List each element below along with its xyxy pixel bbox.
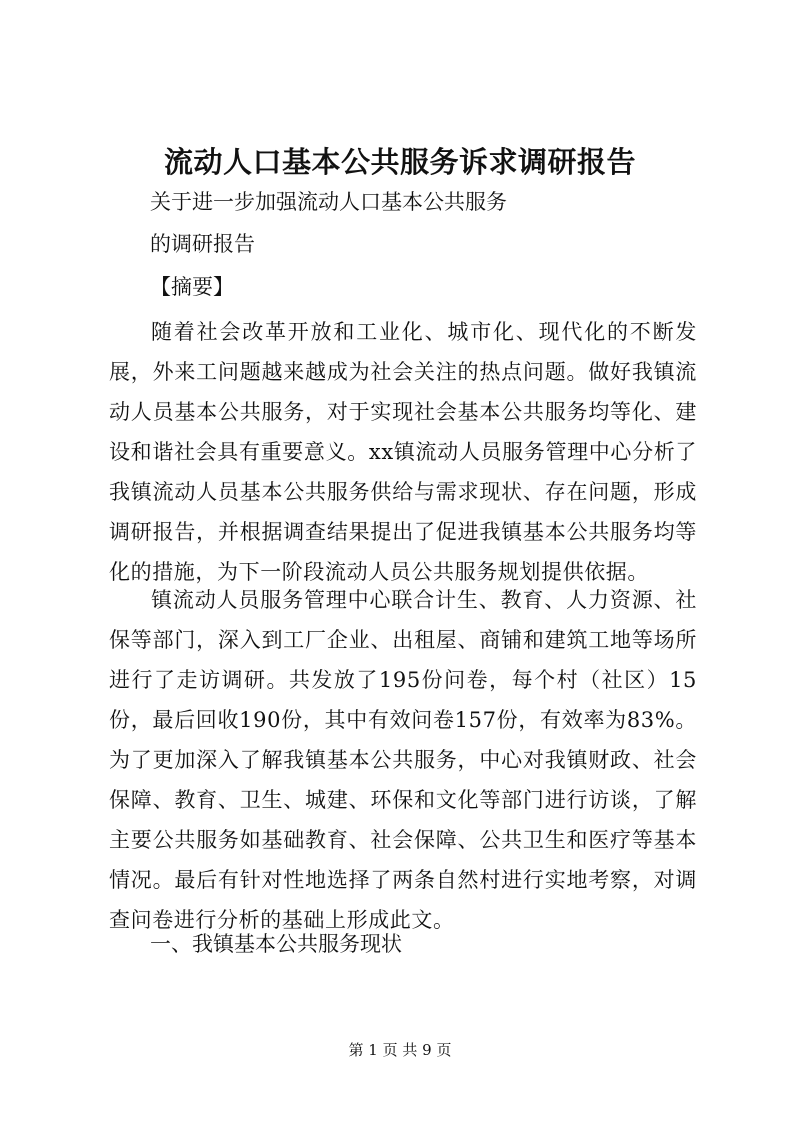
subtitle-line-1: 关于进一步加强流动人口基本公共服务 [150,190,507,214]
paragraph-2: 镇流动人员服务管理中心联合计生、教育、人力资源、社保等部门，深入到工厂企业、出租屋、商铺和建筑工地等场所进行了走访调研。共发放了195份问卷，每个村（社区）15份，最后回收190份，其中有效问卷157份，有效率为83%。为了更加深入了解我镇基本公共服务，中心对我镇财政、社会保障、教育、卫生、城建、环保和文化等部门进行访谈，了解主要公共服务如基础教育、社会保障、公共卫生和医疗等基本情况。最后有针对性地选择了两条自然村进行实地考察，对调查问卷进行分析的基础上形成此文。 [109,588,697,932]
document-title: 流动人口基本公共服务诉求调研报告 [163,145,636,179]
subtitle-line-2: 的调研报告 [150,232,255,256]
abstract-heading: 【摘要】 [150,275,234,299]
page-footer: 第 1 页 共 9 页 [348,1041,452,1059]
paragraph-1: 随着社会改革开放和工业化、城市化、现代化的不断发展，外来工问题越来越成为社会关注的热点问题。做好我镇流动人员基本公共服务，对于实现社会基本公共服务均等化、建设和谐社会具有重要意义。xx镇流动人员服务管理中心分析了我镇流动人员基本公共服务供给与需求现状、存在问题，形成调研报告，并根据调查结果提出了促进我镇基本公共服务均等化的措施，为下一阶段流动人员公共服务规划提供依据。 [109,320,697,584]
section-heading: 一、我镇基本公共服务现状 [150,932,402,956]
